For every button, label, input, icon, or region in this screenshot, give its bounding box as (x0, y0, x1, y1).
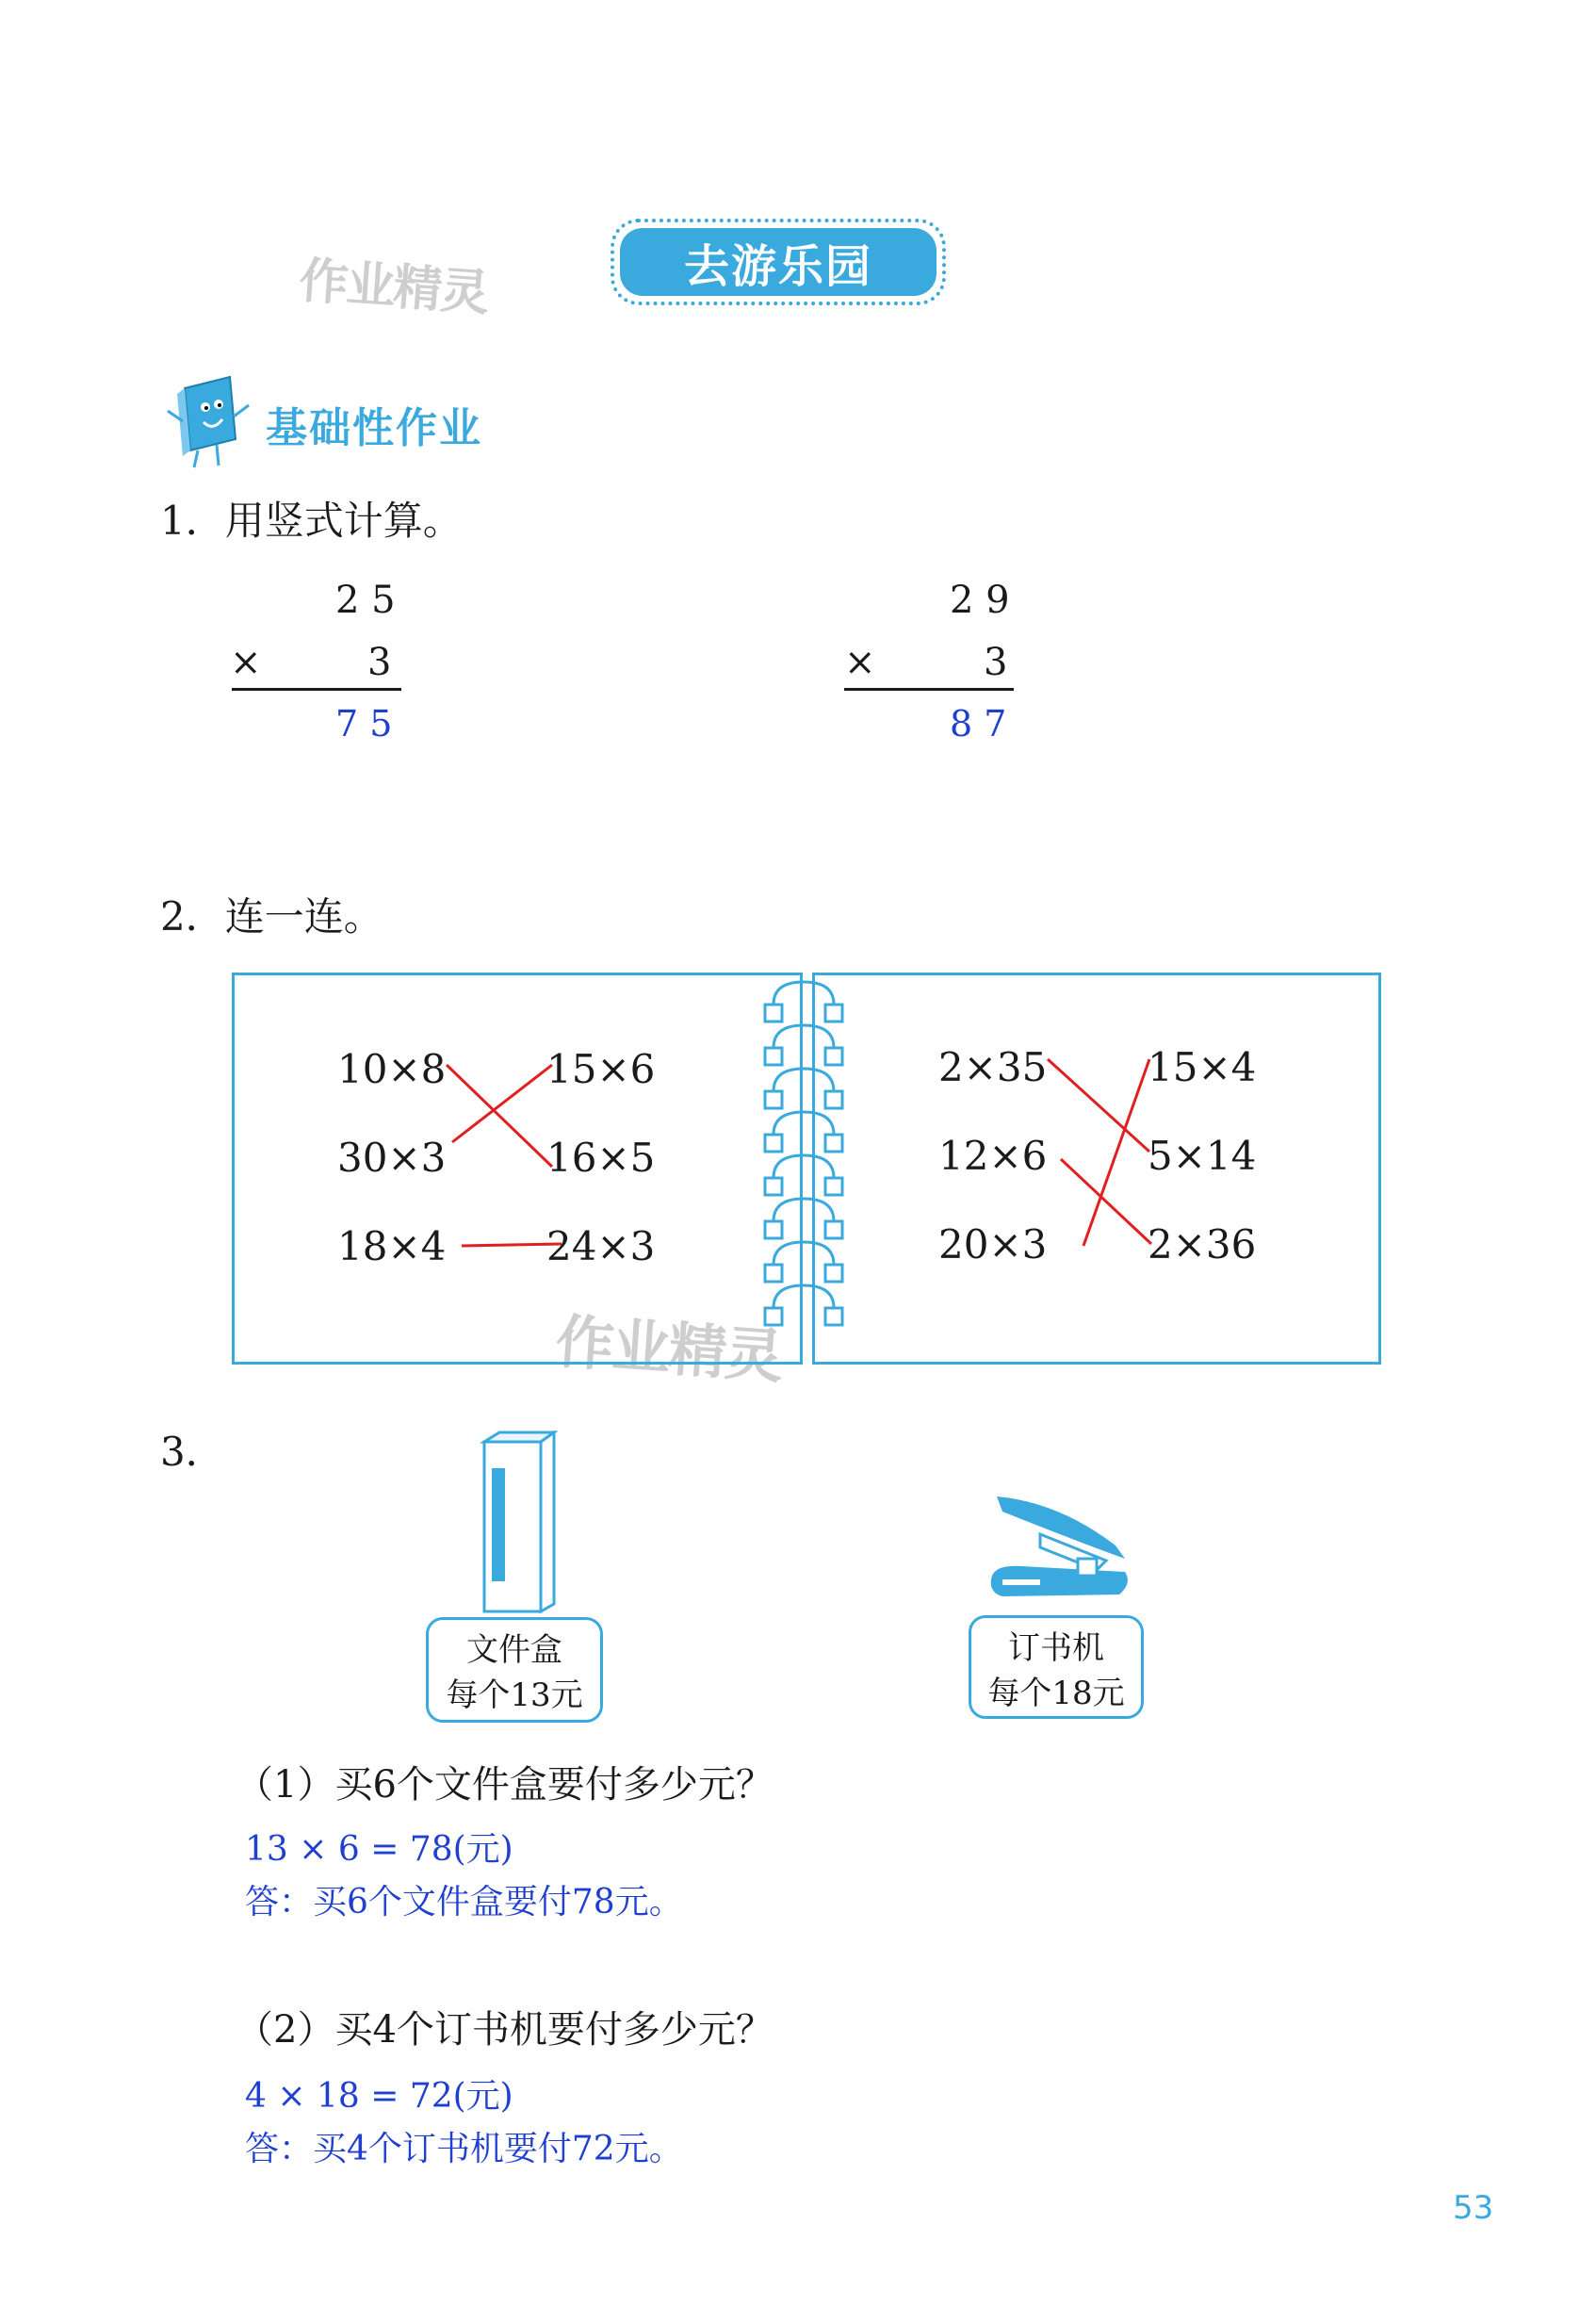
stapler-price: 每个18元 (987, 1675, 1125, 1712)
q2-prompt: 2．连一连。 (160, 893, 383, 940)
match-line-2 (452, 1065, 552, 1142)
q1b-bottom: 3 (984, 641, 1008, 684)
match-line-1 (447, 1065, 552, 1167)
q1a-op: × (230, 641, 262, 684)
q3-sub2-calc: 4 × 18 = 72(元) (245, 2077, 513, 2116)
expr-left-col1-1: 10×8 (337, 1046, 447, 1092)
q3-sub1-question: （1）买6个文件盒要付多少元？ (236, 1763, 774, 1807)
expr-left-col1-3: 18×4 (337, 1223, 447, 1269)
q1b-answer: 8 7 (950, 703, 1007, 744)
expr-right-col1-3: 20×3 (938, 1221, 1048, 1267)
file-box-price-tag (426, 1617, 603, 1723)
expr-left-col2-2: 16×5 (546, 1135, 656, 1181)
expr-right-col2-2: 5×14 (1148, 1133, 1257, 1179)
match-line-6 (1061, 1159, 1151, 1244)
q3-sub2-answer: 答：买4个订书机要付72元。 (245, 2130, 683, 2168)
expr-left-col2-1: 15×6 (546, 1046, 656, 1092)
file-box-price: 每个13元 (446, 1676, 583, 1714)
q1b-top: 2 9 (950, 579, 1010, 622)
section-title: 基础性作业 (266, 404, 482, 452)
expr-left-col1-2: 30×3 (337, 1135, 447, 1181)
expr-left-col2-3: 24×3 (546, 1223, 656, 1269)
q1a-bottom: 3 (367, 641, 392, 684)
banner-title: 去游乐园 (620, 228, 936, 296)
page-number: 53 (1453, 2189, 1494, 2227)
q1a-top: 2 5 (335, 579, 396, 622)
watermark-top: 作业精灵 (297, 253, 490, 322)
q3-sub1-answer: 答：买6个文件盒要付78元。 (245, 1883, 683, 1921)
expr-right-col2-3: 2×36 (1148, 1221, 1257, 1267)
watermark-middle: 作业精灵 (553, 1306, 784, 1392)
file-box-name: 文件盒 (466, 1631, 562, 1669)
stapler-price-tag (969, 1615, 1144, 1719)
stapler-icon (984, 1489, 1134, 1608)
q1b-op: × (844, 641, 876, 684)
expr-right-col2-1: 15×4 (1148, 1044, 1257, 1090)
q1a-answer: 7 5 (335, 703, 393, 744)
file-box-icon (479, 1431, 563, 1615)
stapler-name: 订书机 (1008, 1629, 1104, 1667)
q3-sub2-question: （2）买4个订书机要付多少元？ (236, 2008, 774, 2052)
q1-prompt: 1．用竖式计算。 (160, 498, 463, 544)
match-line-3 (462, 1244, 562, 1246)
expr-right-col1-2: 12×6 (938, 1133, 1048, 1179)
expr-right-col1-1: 2×35 (938, 1044, 1048, 1090)
match-line-5 (1083, 1059, 1149, 1246)
q3-sub1-calc: 13 × 6 = 78(元) (245, 1830, 513, 1869)
q3-prompt: 3． (160, 1429, 225, 1475)
